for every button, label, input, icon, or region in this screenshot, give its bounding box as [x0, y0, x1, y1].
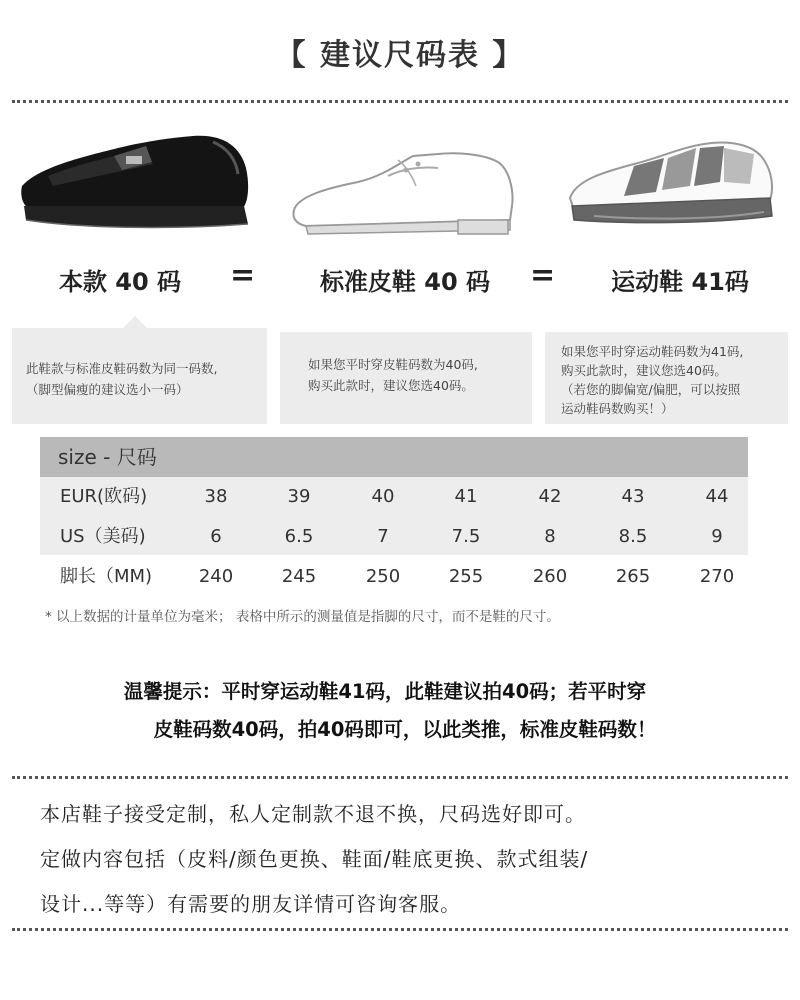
custom-line-2: 定做内容包括（皮料/颜色更换、鞋面/鞋底更换、款式组装/: [40, 847, 589, 871]
info-line: 如果您平时穿运动鞋码数为41码,: [561, 344, 744, 359]
table-cell: 9: [711, 526, 723, 547]
row-label: US（美码): [60, 526, 146, 547]
row-label: EUR(欧码): [60, 486, 148, 507]
table-row-eur: [40, 477, 748, 517]
table-cell: 8.5: [618, 526, 648, 547]
custom-line-3: 设计...等等）有需要的朋友详情可咨询客服。: [40, 892, 462, 916]
divider-top: [12, 100, 788, 103]
box-pointer: [123, 316, 147, 328]
table-cell: 6: [210, 526, 222, 547]
row-label: 脚长（MM): [60, 566, 153, 587]
table-cell: 270: [699, 566, 735, 587]
info-box-this-shoe: [12, 328, 267, 424]
table-cell: 39: [287, 486, 311, 507]
dress-shoe-size-label: 标准皮鞋 40 码: [319, 268, 491, 296]
table-cell: 40: [371, 486, 395, 507]
custom-line-1: 本店鞋子接受定制，私人定制款不退不换，尺码选好即可。: [40, 802, 586, 826]
loafer-shoe-image: [18, 128, 258, 238]
info-line: 购买此款时，建议您选40码。: [561, 363, 727, 378]
sneaker-shoe-image: [564, 136, 779, 236]
info-box-sneaker: [545, 332, 788, 424]
size-table-header: size - 尺码: [40, 437, 748, 477]
table-row-us: [40, 517, 748, 557]
table-cell: 43: [621, 486, 645, 507]
measurement-note: * 以上数据的计量单位为毫米； 表格中所示的测量值是指脚的尺寸，而不是鞋的尺寸。: [45, 609, 560, 625]
equals-sign-1: =: [230, 258, 256, 293]
info-line: （若您的脚偏宽/偏肥，可以按照: [561, 382, 741, 397]
table-cell: 8: [544, 526, 556, 547]
table-cell: 44: [705, 486, 729, 507]
equals-sign-2: =: [530, 258, 556, 293]
info-line: 此鞋款与标准皮鞋码数为同一码数,: [26, 361, 218, 376]
page-title: 【 建议尺码表 】: [275, 38, 525, 73]
table-cell: 260: [532, 566, 568, 587]
table-cell: 42: [538, 486, 562, 507]
sneaker-size-label: 运动鞋 41码: [611, 268, 749, 296]
this-shoe-size-label: 本款 40 码: [58, 268, 182, 296]
info-box-dress-shoe: [280, 332, 532, 424]
tip-line-1: 温馨提示：平时穿运动鞋41码，此鞋建议拍40码；若平时穿: [123, 680, 647, 703]
info-line: 运动鞋码数购买！）: [561, 401, 674, 416]
table-cell: 245: [281, 566, 317, 587]
table-cell: 240: [198, 566, 234, 587]
table-cell: 255: [448, 566, 484, 587]
table-cell: 250: [365, 566, 401, 587]
table-cell: 265: [615, 566, 651, 587]
tip-line-2: 皮鞋码数40码，拍40码即可，以此类推，标准皮鞋码数！: [153, 718, 657, 741]
table-cell: 7.5: [451, 526, 481, 547]
info-line: （脚型偏瘦的建议选小一码）: [26, 382, 189, 397]
info-line: 如果您平时穿皮鞋码数为40码,: [308, 357, 478, 372]
table-cell: 7: [377, 526, 389, 547]
table-cell: 38: [204, 486, 228, 507]
table-cell: 6.5: [284, 526, 314, 547]
divider-middle: [12, 776, 788, 779]
divider-bottom: [12, 928, 788, 931]
info-line: 购买此款时，建议您选40码。: [308, 378, 474, 393]
table-cell: 41: [454, 486, 478, 507]
dress-shoe-image: [288, 140, 518, 240]
table-row-foot-length: [40, 557, 748, 597]
